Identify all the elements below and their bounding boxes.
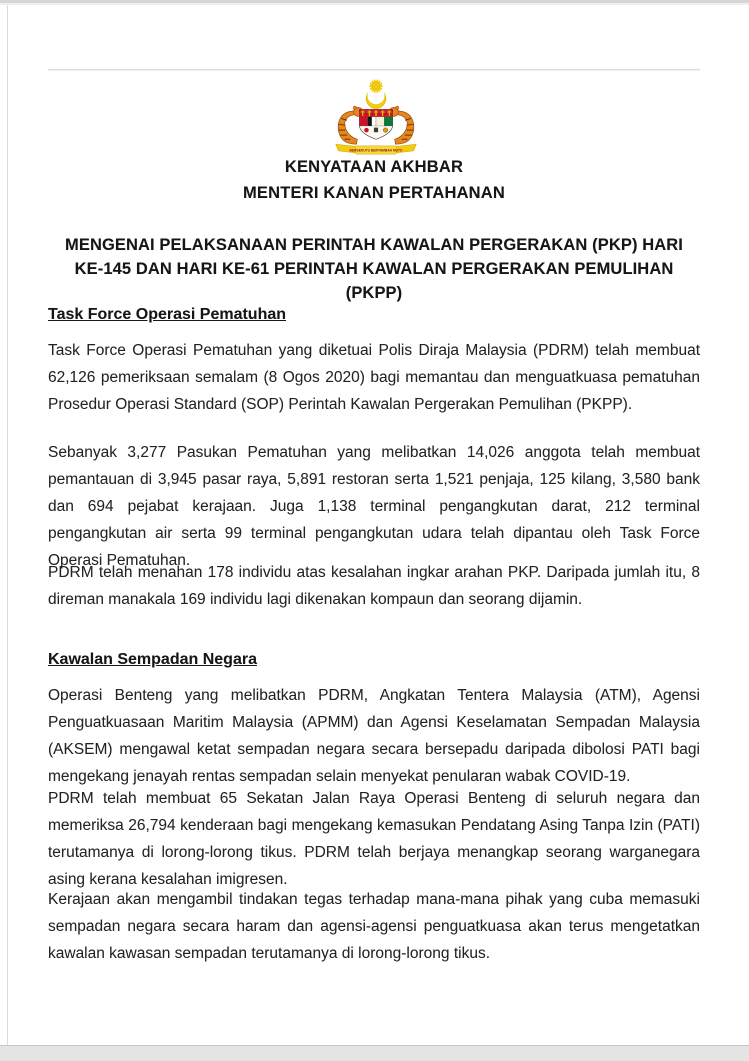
paragraph-task-force-2: Sebanyak 3,277 Pasukan Pematuhan yang melibatkan 14,026 anggota telah membuat pemantauan di 3,945 pasar raya, 5,891 restoran serta 1,521 penjaja, 125 kilang, 3,580 bank dan 694 pejabat kerajaan. Juga 1,138 terminal pengangkutan darat, 212 terminal pengangkutan air serta 99 terminal pengangkutan udara telah dipantau oleh Task Force Operasi Pematuhan.	[48, 444, 700, 569]
shield-icon	[359, 109, 392, 139]
doc-title-line2: KE-145 DAN HARI KE-61 PERINTAH KAWALAN PERGERAKAN PEMULIHAN (PKPP)	[74, 260, 674, 302]
paragraph-sempadan-3: Kerajaan akan mengambil tindakan tegas terhadap mana-mana pihak yang cuba memasuki sempadan negara secara haram dan agensi-agensi penguatkuasa akan terus mengetatkan kawalan kawasan sempadan terutamanya di lorong-lorong tikus.	[48, 891, 700, 962]
paragraph-task-force-3: PDRM telah menahan 178 individu atas kesalahan ingkar arahan PKP. Daripada jumlah itu, 8 direman manakala 169 individu lagi dikenakan kompaun dan seorang dijamin.	[48, 564, 700, 608]
section-heading-task-force-operasi-pematuhan: Task Force Operasi Pematuhan	[48, 306, 287, 323]
paragraph-task-force-1: Task Force Operasi Pematuhan yang diketuai Polis Diraja Malaysia (PDRM) telah membuat 62,126 pemeriksaan semalam (8 Ogos 2020) bagi memantau dan menguatkuasa pematuhan Prosedur Operasi Standard (SOP) Perintah Kawalan Pergerakan Pemulihan (PKPP).	[48, 342, 700, 413]
document-title	[48, 233, 700, 305]
doc-title-line1: MENGENAI PELAKSANAAN PERINTAH KAWALAN PERGERAKAN (PKP) HARI	[65, 236, 683, 254]
press-release-page	[8, 5, 749, 1045]
document-header	[48, 154, 700, 206]
motto-ribbon-icon	[336, 144, 416, 154]
motto-text: BERSEKUTU BERTAMBAH MUTU	[349, 148, 403, 153]
doc-header-line1: KENYATAAN AKHBAR	[284, 158, 464, 176]
header-rule	[48, 69, 700, 71]
doc-header-line2: MENTERI KANAN PERTAHANAN	[242, 184, 506, 202]
section-heading-kawalan-sempadan-negara: Kawalan Sempadan Negara	[48, 651, 257, 668]
malaysia-coat-of-arms-icon	[320, 77, 432, 160]
tiger-supporter-icon	[338, 106, 363, 144]
viewer-bottom-strip	[0, 1045, 749, 1061]
paragraph-sempadan-1: Operasi Benteng yang melibatkan PDRM, Angkatan Tentera Malaysia (ATM), Agensi Penguatkuasaan Maritim Malaysia (APMM) dan Agensi Keselamatan Sempadan Malaysia (AKSEM) mengawal ketat sempadan negara secara bersepadu daripada dibolosi PATI bagi mengekang jenayah rentas sempadan selain menyekat penularan wabak COVID-19.	[48, 687, 700, 785]
paragraph-sempadan-2: PDRM telah membuat 65 Sekatan Jalan Raya Operasi Benteng di seluruh negara dan memeriksa 26,794 kenderaan bagi mengekang kemasukan Pendatang Asing Tanpa Izin (PATI) terutamanya di lorong-lorong tikus. PDRM telah berjaya menangkap seorang warganegara asing kerana kesalahan imigresen.	[48, 790, 700, 888]
